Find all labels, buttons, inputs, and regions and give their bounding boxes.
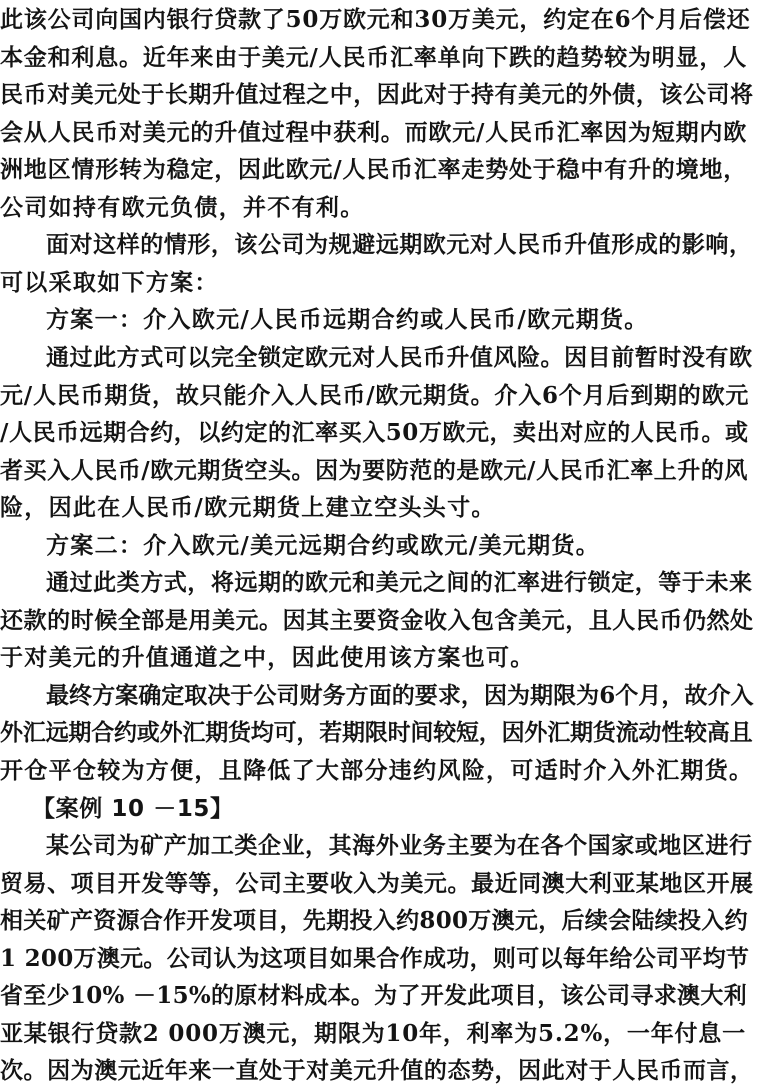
text-line: 此该公司向国内银行贷款了50万欧元和30万美元，约定在6个月后偿还 [0,6,751,33]
text-line: 次。因为澳元近年来一直处于对美元升值的态势，因此对于人民币而言， [0,1057,754,1085]
text-line: 者买入人民币/欧元期货空头。因为要防范的是欧元/人民币汇率上升的风 [0,456,748,484]
text-line: 方案一：介入欧元/人民币远期合约或人民币/欧元期货。 [46,306,649,334]
text-line: 某公司为矿产加工类企业，其海外业务主要为在各个国家或地区进行 [46,832,753,860]
text-line: 民币对美元处于长期升值过程之中，因此对于持有美元的外债，该公司将 [0,81,754,109]
text-line: 1 200万澳元。公司认为这项目如果合作成功，则可以每年给公司平均节 [0,944,750,972]
text-line: 洲地区情形转为稳定，因此欧元/人民币汇率走势处于稳中有升的境地， [0,156,747,184]
text-line: 开仓平仓较为方便，且降低了大部分违约风险，可适时介入外汇期货。 [0,757,754,784]
text-line: 公司如持有欧元负债，并不有利。 [0,193,365,221]
text-line: 亚某银行贷款2 000万澳元，期限为10年，利率为5.2%，一年付息一 [0,1019,746,1047]
text-line: 省至少10% －15%的原材料成本。为了开发此项目，该公司寻求澳大利 [0,982,747,1010]
text-line: 外汇远期合约或外汇期货均可，若期限时间较短，因外汇期货流动性较高且 [0,719,753,747]
text-line: 本金和利息。近年来由于美元/人民币汇率单向下跌的趋势较为明显，人 [0,43,747,71]
text-line: 还款的时候全部是用美元。因其主要资金收入包含美元，且人民币仍然处 [0,606,754,634]
case-heading: 【案例 10 －15】 [32,795,234,822]
text-line: 面对这样的情形，该公司为规避远期欧元对人民币升值形成的影响， [46,231,753,259]
text-line: 最终方案确定取决于公司财务方面的要求，因为期限为6个月，故介入 [46,681,754,709]
text-line: 险，因此在人民币/欧元期货上建立空头头寸。 [0,494,496,522]
text-line: 相关矿产资源合作开发项目，先期投入约800万澳元，后续会陆续投入约 [0,907,748,935]
text-line: 通过此类方式，将远期的欧元和美元之间的汇率进行锁定，等于未来 [46,569,753,597]
text-line: 于对美元的升值通道之中，因此使用该方案也可。 [0,644,535,672]
text-line: /人民币远期合约，以约定的汇率买入50万欧元，卖出对应的人民币。或 [0,419,749,447]
text-line: 贸易、项目开发等等，公司主要收入为美元。最近同澳大利亚某地区开展 [0,869,754,897]
text-line: 可以采取如下方案： [0,268,219,296]
text-line: 会从人民币对美元的升值过程中获利。而欧元/人民币汇率因为短期内欧 [0,118,747,146]
text-line: 方案二：介入欧元/美元远期合约或欧元/美元期货。 [46,531,601,559]
text-line: 元/人民币期货，故只能介入人民币/欧元期货。介入6个月后到期的欧元 [0,381,750,409]
text-line: 通过此方式可以完全锁定欧元对人民币升值风险。因目前暂时没有欧 [46,343,753,371]
